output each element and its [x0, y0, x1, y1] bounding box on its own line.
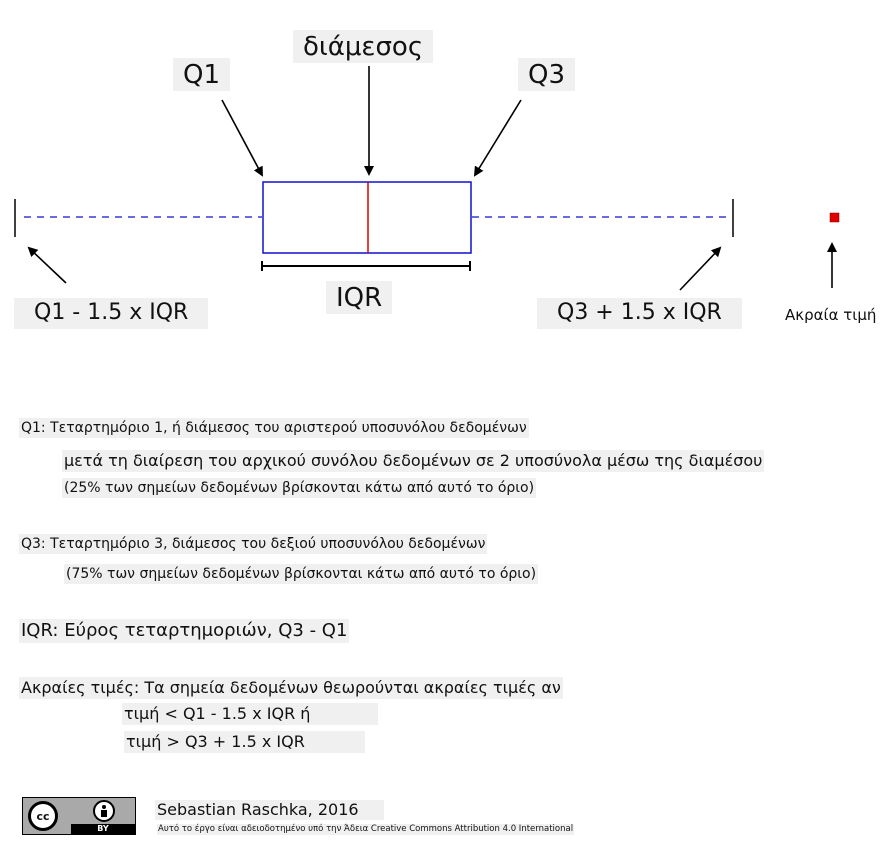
lower-fence-arrow	[29, 248, 66, 283]
iqr-note: IQR: Εύρος τεταρτημοριών, Q3 - Q1	[21, 620, 348, 641]
iqr-label: IQR	[326, 281, 392, 314]
license-text: Αυτό το έργο είναι αδειοδοτημένο υπό την Άδεια Creative Commons Attribution 4.0 International	[158, 824, 574, 834]
cc-by-license-badge	[22, 797, 136, 835]
author-credit: Sebastian Raschka, 2016	[155, 800, 384, 820]
q1-note-line-2: μετά τη διαίρεση του αρχικού συνόλου δεδομένων σε 2 υποσύνολα μέσω της διαμέσου	[64, 451, 763, 470]
q3-label: Q3	[518, 58, 575, 91]
q1-note-line-3: (25% των σημείων δεδομένων βρίσκονται κάτω από αυτό το όριο)	[64, 480, 535, 496]
outlier-note-line-1: Ακραίες τιμές: Τα σημεία δεδομένων θεωρούνται ακραίες τιμές αν	[21, 678, 561, 697]
lower-fence-label: Q1 - 1.5 x IQR	[14, 298, 208, 329]
q1-arrow	[222, 100, 262, 175]
outlier-note-line-3: τιμή > Q3 + 1.5 x IQR	[124, 731, 365, 753]
q1-note-line-1: Q1: Τεταρτημόριο 1, ή διάμεσος του αριστερού υποσυνόλου δεδομένων	[21, 420, 527, 436]
q3-arrow	[475, 100, 521, 175]
attribution-person-icon	[93, 800, 115, 822]
upper-fence-label: Q3 + 1.5 x IQR	[537, 298, 742, 329]
q3-note-line-1: Q3: Τεταρτημόριο 3, διάμεσος του δεξιού υποσυνόλου δεδομένων	[21, 536, 486, 552]
outlier-note-line-2: τιμή < Q1 - 1.5 x IQR ή	[122, 703, 378, 725]
iqr-box	[263, 182, 471, 253]
by-label: BY	[71, 824, 135, 834]
outlier-point	[830, 213, 839, 222]
q3-note-line-2: (75% των σημείων δεδομένων βρίσκονται κάτω από αυτό το όριο)	[66, 566, 537, 582]
cc-icon: cc	[28, 801, 58, 831]
q1-label: Q1	[173, 58, 230, 91]
median-label: διάμεσος	[293, 30, 433, 63]
upper-fence-arrow	[680, 248, 720, 290]
outlier-label: Ακραία τιμή	[785, 306, 877, 324]
